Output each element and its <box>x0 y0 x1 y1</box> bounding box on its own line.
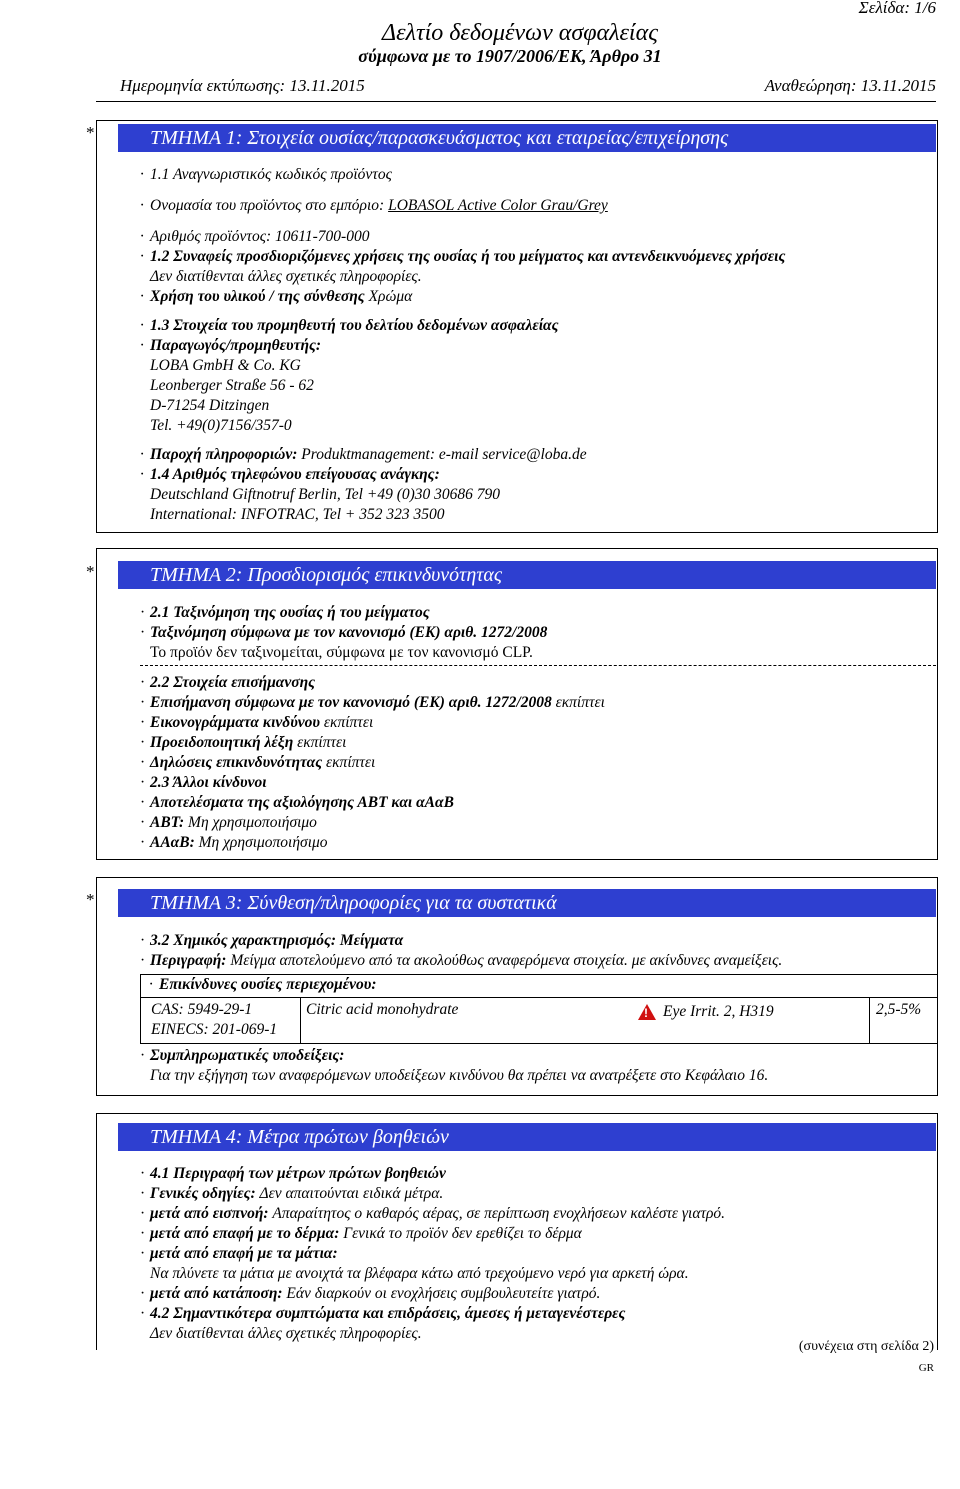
column-divider <box>869 997 870 1043</box>
pictograms-row: · Εικονογράμματα κινδύνου εκπίπτει <box>140 714 374 731</box>
labelling-row: · Επισήμανση σύμφωνα με τον κανονισμό (ΕΚ) αριθ. 1272/2008 εκπίπτει <box>140 694 605 711</box>
heading-2-3: · 2.3 Άλλοι κίνδυνοι <box>140 774 267 791</box>
uses-info: Δεν διατίθενται άλλες σχετικές πληροφορίες. <box>150 268 422 285</box>
heading-1-2: · 1.2 Συναφείς προσδιοριζόμενες χρήσεις της ουσίας ή του μείγματος και αντενδεικνυόμενες χρήσεις <box>140 248 786 265</box>
supplier-name: LOBA GmbH & Co. KG <box>150 357 301 374</box>
emergency-international: International: INFOTRAC, Tel + 352 323 3500 <box>150 506 445 523</box>
revision-date: Αναθεώρηση: 13.11.2015 <box>764 76 936 95</box>
trade-name-value: LOBASOL Active Color Grau/Grey <box>388 197 608 214</box>
cas-number: CAS: 5949-29-1 <box>151 1001 253 1018</box>
supplier-label-row: · Παραγωγός/προμηθευτής: <box>140 337 322 354</box>
signal-word-row: · Προειδοποιητική λέξη εκπίπτει <box>140 734 347 751</box>
classification-text: Το προϊόν δεν ταξινομείται, σύμφωνα με τον κανονισμό CLP. <box>150 644 533 661</box>
section-2-title: ΤΜΗΜΑ 2: Προσδιορισμός επικινδυνότητας <box>118 561 936 589</box>
column-divider <box>300 997 301 1043</box>
hazard-classification: Eye Irrit. 2, H319 <box>663 1003 774 1020</box>
heading-2-2: · 2.2 Στοιχεία επισήμανσης <box>140 674 316 691</box>
product-number-row: · Αριθμός προϊόντος: 10611-700-000 <box>140 228 370 245</box>
page-number: Σελίδα: 1/6 <box>858 0 936 17</box>
section-1-title: ΤΜΗΜΑ 1: Στοιχεία ουσίας/παρασκευάσματος και εταιρείας/επιχείρησης <box>118 124 936 152</box>
document-subtitle: σύμφωνα με το 1907/2006/ΕΚ, Άρθρο 31 <box>358 46 662 66</box>
pbt-results-row: · Αποτελέσματα της αξιολόγησης ΑΒΤ και αΑαΒ <box>140 794 454 811</box>
description-row: · Περιγραφή: Μείγμα αποτελούμενο από τα ακολούθως αναφερόμενα στοιχεία. με ακίνδυνες αναμείξεις. <box>140 952 783 969</box>
heading-3-2: · 3.2 Χημικός χαρακτηρισμός: Μείγματα <box>140 932 404 949</box>
table-header: · Επικίνδυνες ουσίες περιεχομένου: <box>149 976 377 993</box>
concentration: 2,5-5% <box>876 1001 922 1018</box>
heading-1-4: · 1.4 Αριθμός τηλεφώνου επείγουσας ανάγκης: <box>140 466 440 483</box>
heading-4-2: · 4.2 Σημαντικότερα συμπτώματα και επιδράσεις, άμεσες ή μεταγενέστερες <box>140 1305 626 1322</box>
hazard-statements-row: · Δηλώσεις επικινδυνότητας εκπίπτει <box>140 754 376 771</box>
exclamation-warning-icon <box>638 1004 656 1020</box>
vpvb-row: · ΑΑαΒ: Μη χρησιμοποιήσιμο <box>140 834 328 851</box>
trade-name-row: · Ονομασία του προϊόντος στο εμπόριο: LOBASOL Active Color Grau/Grey <box>140 197 608 214</box>
supplier-city: D-71254 Ditzingen <box>150 397 270 414</box>
general-row: · Γενικές οδηγίες: Δεν απαιτούνται ειδικά μέτρα. <box>140 1185 444 1202</box>
material-use-row: · Χρήση του υλικού / της σύνθεσης Χρώμα <box>140 288 413 305</box>
skin-row: · μετά από επαφή με το δέρμα: Γενικά το προϊόν δεν ερεθίζει το δέρμα <box>140 1225 582 1242</box>
heading-2-1: · 2.1 Ταξινόμηση της ουσίας ή του μείγματος <box>140 604 430 621</box>
pbt-row: · ΑΒΤ: Μη χρησιμοποιήσιμο <box>140 814 317 831</box>
language-code: GR <box>918 1362 934 1374</box>
classification-heading: · Ταξινόμηση σύμφωνα με τον κανονισμό (ΕΚ) αριθ. 1272/2008 <box>140 624 548 641</box>
supplementary-text: Για την εξήγηση των αναφερόμενων υποδείξεων κινδύνου θα πρέπει να ανατρέξετε στο Κεφάλαιο 16. <box>150 1067 769 1084</box>
dashed-divider <box>140 665 936 666</box>
heading-1-3: · 1.3 Στοιχεία του προμηθευτή του δελτίου δεδομένων ασφαλείας <box>140 317 559 334</box>
changed-marker: * <box>86 890 95 909</box>
eye-text: Να πλύνετε τα μάτια με ανοιχτά τα βλέφαρα κάτω από τρεχούμενο νερό για αρκετή ώρα. <box>150 1265 689 1282</box>
emergency-germany: Deutschland Giftnotruf Berlin, Tel +49 (0)30 30686 790 <box>150 486 501 503</box>
eye-row: · μετά από επαφή με τα μάτια: <box>140 1245 338 1262</box>
heading-1-1: · 1.1 Αναγνωριστικός κωδικός προϊόντος <box>140 166 392 183</box>
einecs-number: EINECS: 201-069-1 <box>151 1021 278 1038</box>
changed-marker: * <box>86 562 95 581</box>
changed-marker: * <box>86 123 95 142</box>
symptoms-info: Δεν διατίθενται άλλες σχετικές πληροφορίες. <box>150 1325 422 1342</box>
header-rule <box>96 101 936 102</box>
supplier-tel: Tel. +49(0)7156/357-0 <box>150 417 292 434</box>
ingestion-row: · μετά από κατάποση: Εάν διαρκούν οι ενοχλήσεις συμβουλευτείτε γιατρό. <box>140 1285 601 1302</box>
ingredients-table <box>140 974 938 1044</box>
inhalation-row: · μετά από εισπνοή: Απαραίτητος ο καθαρός αέρας, σε περίπτωση ενοχλήσεων καλέστε γιατρό. <box>140 1205 726 1222</box>
supplier-street: Leonberger Straße 56 - 62 <box>150 377 314 394</box>
substance-name: Citric acid monohydrate <box>306 1001 459 1018</box>
document-title: Δελτίο δεδομένων ασφαλείας <box>382 20 658 46</box>
print-date: Ημερομηνία εκτύπωσης: 13.11.2015 <box>120 76 365 95</box>
info-row: · Παροχή πληροφοριών: Produktmanagement: e-mail service@loba.de <box>140 446 587 463</box>
section-3-title: ΤΜΗΜΑ 3: Σύνθεση/πληροφορίες για τα συστατικά <box>118 889 936 917</box>
continued-note: (συνέχεια στη σελίδα 2) <box>798 1339 934 1354</box>
heading-4-1: · 4.1 Περιγραφή των μέτρων πρώτων βοηθειών <box>140 1165 446 1182</box>
section-4-title: ΤΜΗΜΑ 4: Μέτρα πρώτων βοηθειών <box>118 1123 936 1151</box>
supplementary-label-row: · Συμπληρωματικές υποδείξεις: <box>140 1047 345 1064</box>
